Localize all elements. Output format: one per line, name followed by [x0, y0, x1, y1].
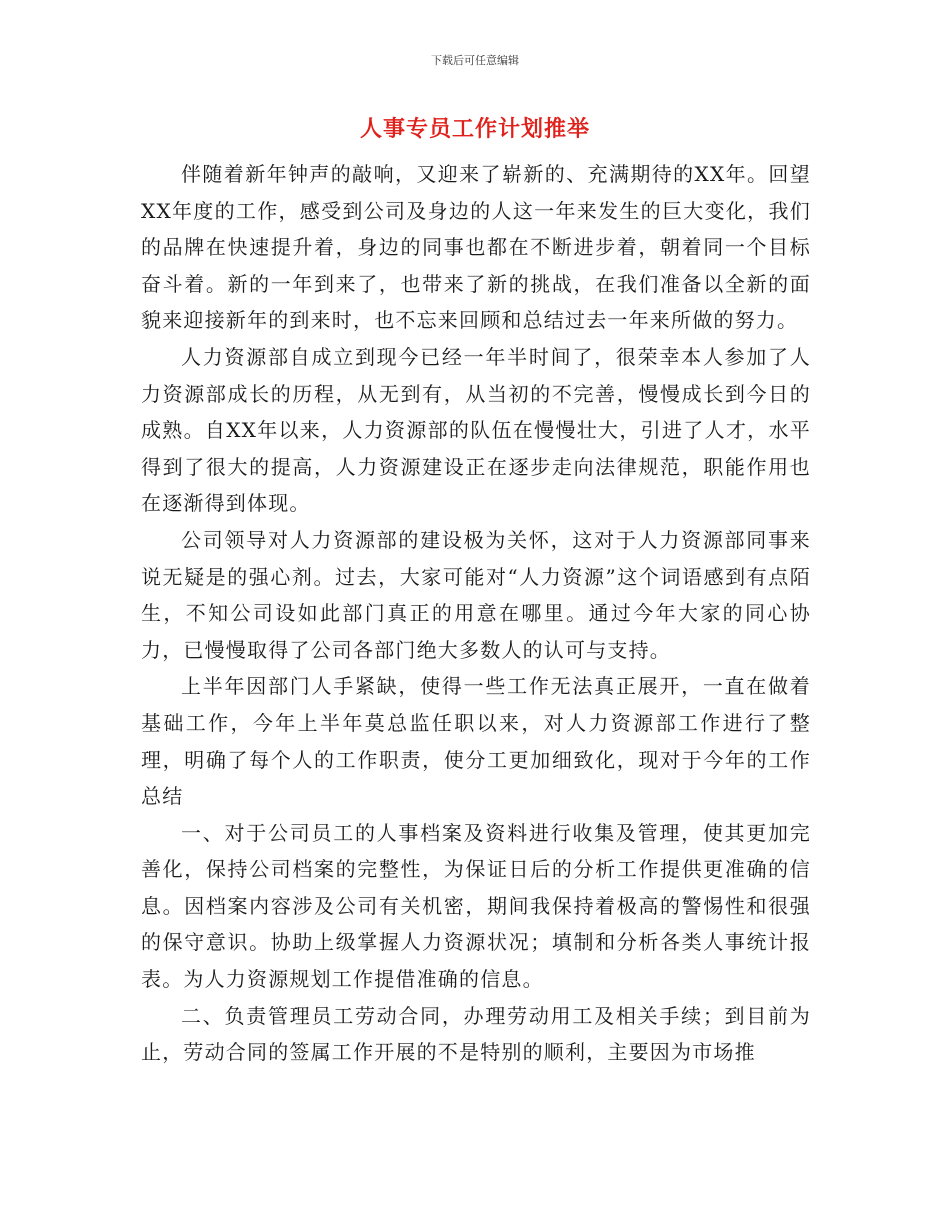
paragraph: 上半年因部门人手紧缺，使得一些工作无法真正展开，一直在做着基础工作，今年上半年莫总监任职以来，对人力资源部工作进行了整理，明确了每个人的工作职责，使分工更加细致化，现对于今年的工作总结: [141, 674, 811, 809]
paragraph: 二、负责管理员工劳动合同，办理劳动用工及相关手续；到目前为止，劳动合同的签属工作开展的不是特别的顺利，主要因为市场推: [141, 1003, 811, 1065]
header-note: 下载后可任意编辑: [431, 54, 519, 67]
document-body: [141, 156, 811, 1071]
document-title: 人事专员工作计划推举: [359, 116, 590, 142]
paragraph: 公司领导对人力资源部的建设极为关怀，这对于人力资源部同事来说无疑是的强心剂。过去，大家可能对“人力资源”这个词语感到有点陌生，不知公司设如此部门真正的用意在哪里。通过今年大家的同心协力，已慢慢取得了公司各部门绝大多数人的认可与支持。: [141, 527, 811, 662]
paragraph: 一、对于公司员工的人事档案及资料进行收集及管理，使其更加完善化，保持公司档案的完整性，为保证日后的分析工作提供更准确的信息。因档案内容涉及公司有关机密，期间我保持着极高的警惕性和很强的保守意识。协助上级掌握人力资源状况；填制和分析各类人事统计报表。为人力资源规划工作提借准确的信息。: [141, 820, 811, 992]
paragraph: 人力资源部自成立到现今已经一年半时间了，很荣幸本人参加了人力资源部成长的历程，从无到有，从当初的不完善，慢慢成长到今日的成熟。自XX年以来，人力资源部的队伍在慢慢壮大，引进了人才，水平得到了很大的提高，人力资源建设正在逐步走向法律规范，职能作用也在逐渐得到体现。: [141, 344, 811, 516]
paragraph: 伴随着新年钟声的敲响，又迎来了崭新的、充满期待的XX年。回望XX年度的工作，感受到公司及身边的人这一年来发生的巨大变化，我们的品牌在快速提升着，身边的同事也都在不断进步着，朝着同一个目标奋斗着。新的一年到来了，也带来了新的挑战，在我们准备以全新的面貌来迎接新年的到来时，也不忘来回顾和总结过去一年来所做的努力。: [141, 162, 811, 333]
